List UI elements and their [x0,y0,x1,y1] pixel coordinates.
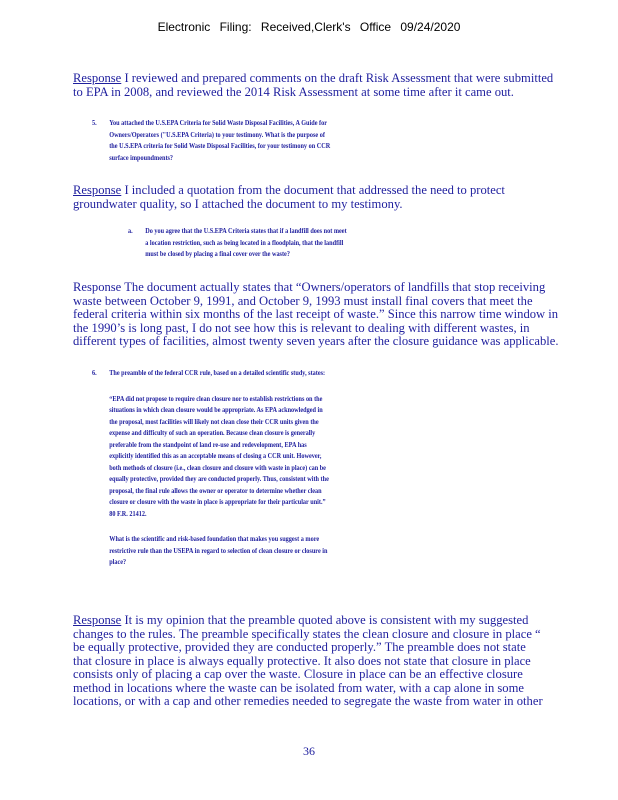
question-text: Owners/Operators ("U.S.EPA Criteria) to your testimony. What is the purpose of [109,129,325,139]
question-intro: The preamble of the federal CCR rule, based on a detailed scientific study, states: [109,368,326,377]
response-text: I reviewed and prepared comments on the draft Risk Assessment that were submitted [124,71,554,85]
quote-line: explicitly identified this as an acceptable means of closing a CCR unit. However, [109,451,322,460]
question-text: What is the scientific and risk-based foundation that makes you suggest a more [109,534,320,543]
quote-line: preferable from the standpoint of land re-use and redevelopment, EPA has [109,439,307,449]
response-label: Response [73,71,122,85]
quote-line: closure or closure with the waste in place is appropriate for their particular unit.” [109,497,326,506]
response-label: Response [73,280,122,294]
question-text: a location restriction, such as being located in a floodplain, that the landfill [145,237,344,247]
quote-line: both methods of closure (i.e., clean closure and closure with waste in place) can be [109,462,326,472]
response-text: the 1990’s is long past, I do not see how this is relevant to dealing with different wastes, in [73,320,530,335]
response-4 [73,614,578,709]
response-text: federal criteria within six months of the last receipt of waste.” Since this narrow time window in [73,307,559,321]
response-text: groundwater quality, so I attached the document to my testimony. [73,196,403,211]
filing-header: Electronic Filing: Received,Clerk's Office 09/24/2020 [157,20,461,34]
response-text: waste between October 9, 1991, and October 9, 1993 must install final covers that meet the [73,293,533,308]
response-text: that closure in place is always equally protective. It also does not state that closure in place [73,653,531,668]
response-text: different types of facilities, almost twenty seven years after the closure guidance was applicable. [73,334,559,348]
quote-line: proposal, the final rule allows the owner or operator to determine whether clean [109,485,322,495]
response-1 [73,72,563,99]
response-text: consists only of placing a cap over the waste. Closure in place can be an effective closure [73,667,523,681]
response-text: changes to the rules. The preamble specifically states the clean closure and closure in place “ [73,626,541,641]
response-text: to EPA in 2008, and reviewed the 2014 Risk Assessment at some time after it came out. [73,84,514,99]
response-3 [73,281,573,349]
quote-line: equally protective, provided they are conducted properly. Thus, consistent with the [109,474,329,483]
response-text: It is my opinion that the preamble quoted above is consistent with my suggested [124,613,529,627]
question-5 [92,117,518,163]
response-text: The document actually states that “Owners/operators of landfills that stop receiving [124,280,546,294]
question-text: place? [109,557,127,566]
response-text: I included a quotation from the document that addressed the need to protect [124,183,505,197]
response-text: be equally protective, provided they are conducted properly.” The preamble does not state [73,640,526,654]
question-text: the U.S.EPA criteria for Solid Waste Disposal Facilities, for your testimony on CCR [109,141,331,150]
quote-line: “EPA did not propose to require clean closure nor to establish restrictions on the [109,393,323,403]
response-label: Response [73,613,122,627]
response-2 [73,184,563,211]
question-text: restrictive rule than the USEPA in regard to selection of clean closure or closure in [109,545,328,555]
question-text: Do you agree that the U.S.EPA Criteria states that if a landfill does not meet [145,226,347,235]
page-number: 36 [303,744,315,758]
response-text: locations, or with a cap and other remedies needed to segregate the waste from water in other [73,694,543,708]
question-5a [128,225,472,260]
question-text: must be closed by placing a final cover over the waste? [145,249,290,258]
response-label: Response [73,183,122,197]
question-6 [92,367,518,568]
question-letter: a. [128,226,133,235]
quote-line: the proposal, most facilities will likely not clean close their CCR units given the [109,416,319,426]
question-number: 6. [92,368,97,377]
question-text: You attached the U.S.EPA Criteria for Solid Waste Disposal Facilities, A Guide for [109,118,327,127]
question-text: surface impoundments? [109,152,174,162]
quote-line: situations in which clean closure would be appropriate. As EPA acknowledged in [109,405,323,414]
question-number: 5. [92,118,97,127]
quote-line: expense and difficulty of such an operation. Because clean closure is generally [109,428,316,437]
quote-citation: 80 F.R. 21412. [109,508,147,518]
response-text: method in locations where the waste can be isolated from water, with a cap alone in some [73,680,524,695]
